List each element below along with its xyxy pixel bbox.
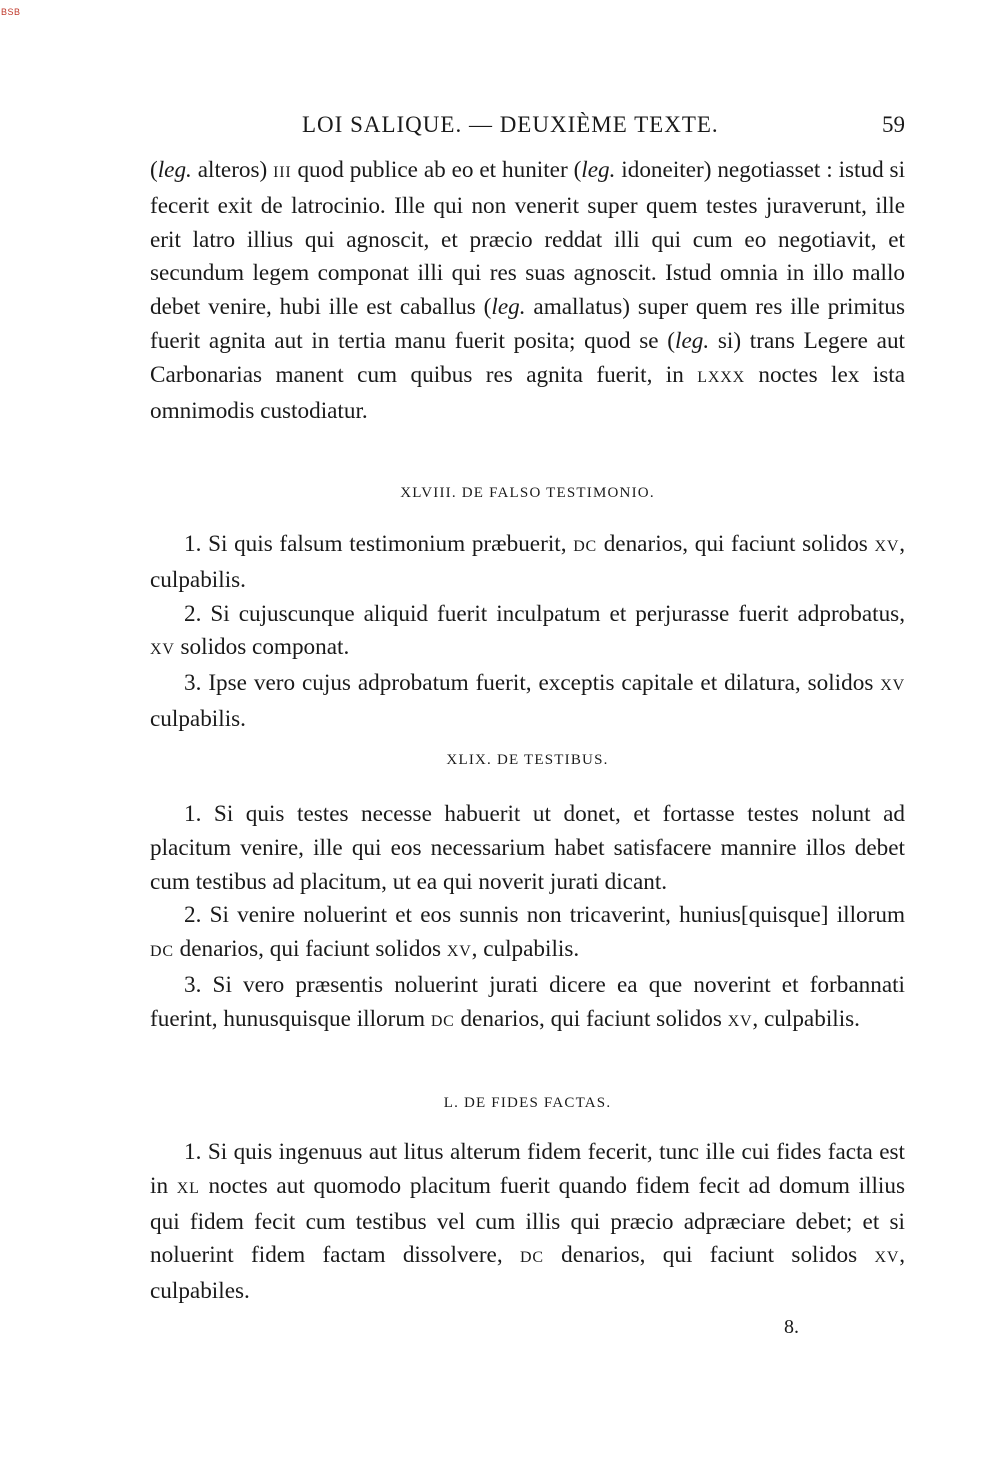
text-run: denarios, qui faciunt solidos: [597, 531, 875, 557]
section-heading: L. DE FIDES FACTAS.: [443, 1095, 612, 1111]
text-run: quod publice ab eo et huniter (: [291, 157, 582, 183]
text-run-italic: leg.: [491, 294, 526, 321]
text-run: 3. Si vero præsentis noluerint jurati dicere ea que noverint et forbannati fuerint, hunusquisque illorum: [150, 971, 905, 1032]
section-body: [150, 528, 905, 737]
article-paragraph: [150, 667, 905, 737]
section-heading: XLIX. DE TESTIBUS.: [446, 752, 609, 768]
page-number: 59: [882, 112, 905, 137]
text-run: 3. Ipse vero cujus adprobatum fuerit, exceptis capitale et dilatura, solidos: [184, 670, 881, 697]
text-run: culpabilis.: [150, 705, 246, 732]
roman-numeral: XV: [874, 538, 900, 555]
page-title: LOI SALIQUE. — DEUXIÈME TEXTE.: [302, 112, 719, 137]
continuation-text: [150, 154, 905, 428]
signature-mark: 8.: [784, 1316, 799, 1338]
section-body: [150, 798, 905, 1039]
text-run: , culpabiles.: [150, 1242, 905, 1305]
roman-numeral: LXXX: [697, 368, 745, 386]
roman-numeral: XV: [874, 1249, 900, 1267]
text-run: , culpabilis.: [150, 531, 906, 593]
text-run: denarios, qui faciunt solidos: [543, 1242, 875, 1269]
text-run: alteros): [191, 157, 274, 183]
roman-numeral: XL: [176, 1179, 200, 1197]
roman-numeral: XV: [727, 1012, 753, 1030]
text-run: 1. Si quis ingenuus aut litus alterum fidem fecerit, tunc ille cui fides facta est in: [150, 1139, 905, 1199]
text-run: solidos componat.: [174, 634, 350, 661]
article-paragraph: [150, 899, 905, 969]
roman-numeral: III: [273, 164, 292, 181]
running-head: [150, 112, 905, 148]
text-run-italic: leg.: [675, 327, 710, 354]
article-paragraph: [150, 798, 905, 899]
section-body: [150, 1136, 905, 1309]
text-run: noctes lex ista omnimodis custodiatur.: [150, 361, 905, 424]
article-paragraph: [150, 528, 905, 598]
roman-numeral: XV: [446, 943, 472, 961]
text-run: denarios, qui faciunt solidos: [173, 936, 447, 963]
text-run: 2. Si cujuscunque aliquid fuerit inculpatum et perjurasse fuerit adprobatus,: [184, 600, 905, 627]
text-run: 1. Si quis falsum testimonium præbuerit,: [184, 531, 574, 557]
roman-numeral: DC: [519, 1249, 544, 1267]
roman-numeral: XV: [150, 641, 175, 659]
text-run: 1. Si quis testes necesse habuerit ut donet, et fortasse testes nolunt ad placitum venire, ille qui eos necessarium habet satisfacere mannire illos debet cum testibus ad placitum, ut ea qui noverit jurati dicant.: [150, 801, 905, 895]
section-heading: XLVIII. DE FALSO TESTIMONIO.: [400, 485, 655, 501]
text-run: amallatus) super quem res ille primitus fuerit agnita aut in tertia manu fuerit posita; quod se (: [150, 294, 905, 354]
text-run: 2. Si venire noluerint et eos sunnis non tricaverint, hunius[quisque] illorum: [184, 902, 905, 929]
article-paragraph: [150, 598, 905, 668]
text-run: si) trans Legere aut Carbonarias manent cum quibus res agnita fuerit, in: [150, 327, 905, 388]
text-run: , culpabilis.: [752, 1005, 860, 1032]
article-paragraph: [150, 1136, 905, 1309]
text-run: idoneiter) negotiasset : istud si fecerit exit de latrocinio. Ille qui non venerit super quem testes juraverunt, ille erit latro illius qui agnoscit, et præcio reddat illi qui cum eo negotiavit, et secundum legem componat illi qui res suas agnoscit. Istud omnia in illo mallo debet venire, hubi ille est caballus (: [150, 157, 906, 321]
text-run: denarios, qui faciunt solidos: [454, 1005, 728, 1032]
roman-numeral: DC: [150, 943, 174, 961]
text-run: (: [150, 157, 158, 183]
roman-numeral: DC: [573, 538, 598, 555]
library-watermark: BSB: [1, 7, 21, 17]
roman-numeral: DC: [430, 1012, 455, 1030]
text-run: noctes aut quomodo placitum fuerit quando fidem fecit ad domum illius qui fidem fecit cum testibus vel cum illis qui præcio adpræciare debet; et si noluerint fidem factam dissolvere,: [150, 1172, 905, 1269]
text-run-italic: leg.: [157, 157, 192, 183]
continuation-paragraph: [150, 154, 905, 428]
article-paragraph: [150, 969, 905, 1039]
text-run: , culpabilis.: [471, 936, 580, 963]
text-run-italic: leg.: [581, 157, 616, 183]
roman-numeral: XV: [880, 677, 905, 695]
